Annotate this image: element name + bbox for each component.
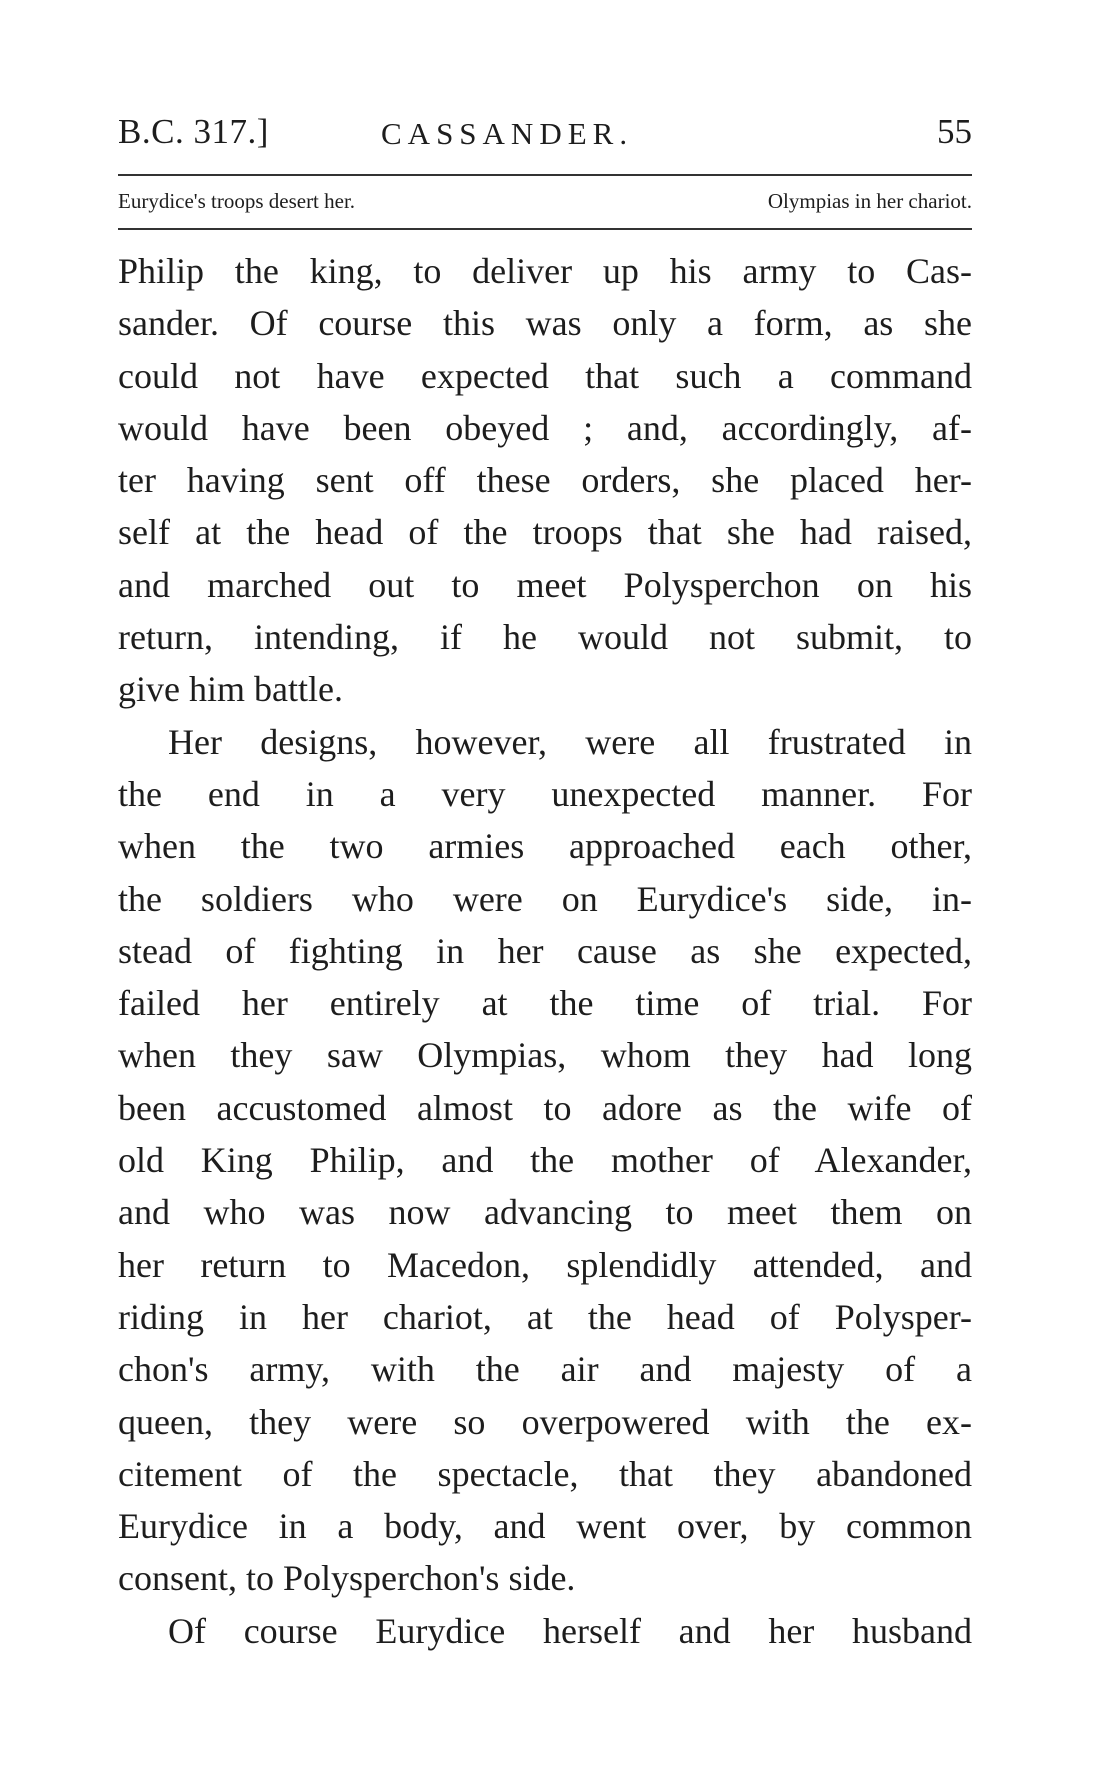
text-line: would have been obeyed ; and, accordingly, af-	[118, 407, 972, 448]
subhead-left: Eurydice's troops desert her.	[118, 189, 356, 213]
text-line: Philip the king, to deliver up his army to Cas-	[118, 251, 972, 291]
header-rule-top	[118, 174, 972, 176]
text-line: stead of fighting in her cause as she expected,	[118, 930, 972, 971]
text-line: Of course Eurydice herself and her husband	[168, 1610, 972, 1651]
header-rule-bottom	[118, 228, 972, 230]
text-line: citement of the spectacle, that they abandoned	[118, 1453, 972, 1494]
text-line: ter having sent off these orders, she placed her-	[118, 460, 972, 501]
body-text	[118, 245, 972, 1657]
text-line: and who was now advancing to meet them on	[118, 1192, 972, 1233]
text-line: self at the head of the troops that she had raised,	[118, 512, 972, 553]
text-line: queen, they were so overpowered with the ex-	[118, 1401, 972, 1442]
text-line: when the two armies approached each other,	[118, 826, 972, 867]
text-line: the end in a very unexpected manner. For	[118, 773, 972, 814]
text-line: the soldiers who were on Eurydice's side, in-	[118, 878, 972, 919]
text-line: sander. Of course this was only a form, as she	[118, 303, 972, 344]
text-line: could not have expected that such a command	[118, 355, 972, 396]
text-line: when they saw Olympias, whom they had long	[118, 1035, 972, 1076]
text-line: and marched out to meet Polysperchon on his	[118, 564, 972, 605]
text-line: been accustomed almost to adore as the wife of	[118, 1087, 972, 1128]
text-line: Eurydice in a body, and went over, by common	[118, 1506, 972, 1547]
chapter-title: CASSANDER.	[381, 116, 634, 151]
text-line: Her designs, however, were all frustrated in	[168, 721, 972, 762]
page-number: 55	[937, 112, 972, 151]
text-line: old King Philip, and the mother of Alexander,	[118, 1140, 972, 1181]
marginal-subheads	[118, 189, 972, 219]
running-head	[118, 112, 972, 158]
date-heading: B.C. 317.]	[118, 112, 269, 151]
text-line: consent, to Polysperchon's side.	[118, 1558, 576, 1599]
text-line: riding in her chariot, at the head of Polysper-	[118, 1296, 972, 1337]
text-line: failed her entirely at the time of trial. For	[118, 983, 972, 1024]
text-line: give him battle.	[118, 669, 343, 710]
text-line: her return to Macedon, splendidly attended, and	[118, 1244, 972, 1285]
subhead-right: Olympias in her chariot.	[767, 189, 972, 213]
text-line: chon's army, with the air and majesty of a	[118, 1349, 972, 1390]
text-line: return, intending, if he would not submit, to	[118, 617, 972, 658]
